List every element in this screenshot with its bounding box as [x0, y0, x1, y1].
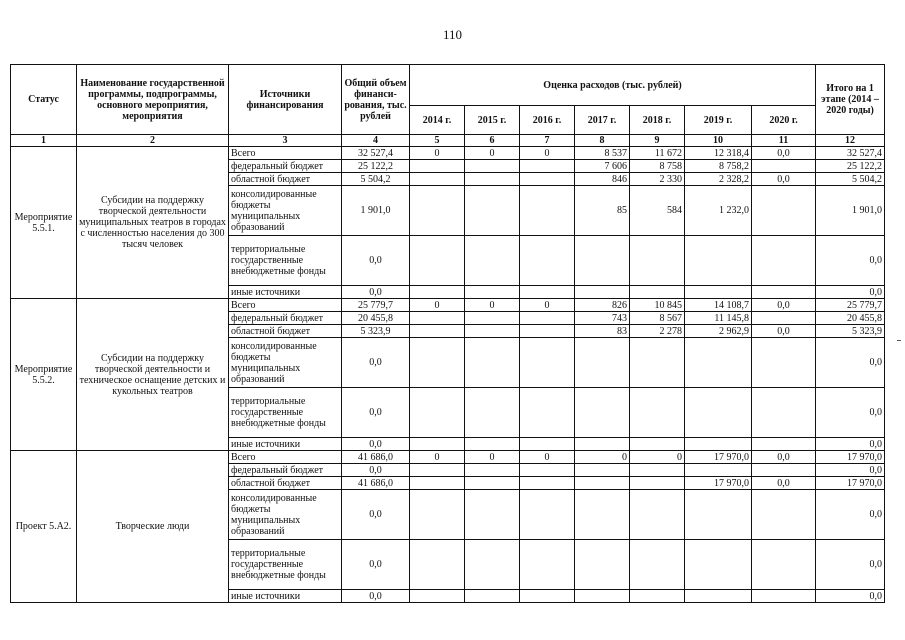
year-2015-cell — [465, 388, 520, 438]
total-volume-cell: 25 779,7 — [342, 299, 410, 312]
total-volume-cell: 0,0 — [342, 338, 410, 388]
year-2018-cell — [630, 338, 685, 388]
header-name: Наименование государственной программы, подпрограммы, основного мероприятия, мероприятия — [77, 65, 229, 135]
year-2019-cell: 11 145,8 — [685, 312, 752, 325]
year-2014-cell — [410, 388, 465, 438]
total-volume-cell: 41 686,0 — [342, 477, 410, 490]
source-cell: иные источники — [229, 438, 342, 451]
year-2016-cell — [520, 236, 575, 286]
year-2015-cell: 0 — [465, 451, 520, 464]
year-2015-cell — [465, 186, 520, 236]
year-2015-cell — [465, 464, 520, 477]
year-2015-cell — [465, 540, 520, 590]
year-2020-cell: 0,0 — [752, 299, 816, 312]
stage-total-cell: 0,0 — [816, 286, 885, 299]
stage-total-cell: 25 779,7 — [816, 299, 885, 312]
year-2018-cell — [630, 540, 685, 590]
year-2014-cell — [410, 464, 465, 477]
year-2020-cell — [752, 540, 816, 590]
year-2019-cell — [685, 388, 752, 438]
year-2018-cell: 11 672 — [630, 147, 685, 160]
year-2019-cell: 17 970,0 — [685, 477, 752, 490]
header-stage-total: Итого на 1 этапе (2014 – 2020 годы) — [816, 65, 885, 135]
year-2014-cell: 0 — [410, 451, 465, 464]
year-2019-cell — [685, 540, 752, 590]
year-2016-cell — [520, 438, 575, 451]
year-2017-cell — [575, 540, 630, 590]
header-year: 2019 г. — [685, 106, 752, 135]
total-volume-cell: 0,0 — [342, 438, 410, 451]
status-cell: Мероприятие 5.5.1. — [11, 147, 77, 299]
source-cell: иные источники — [229, 590, 342, 603]
column-number: 7 — [520, 135, 575, 147]
total-volume-cell: 0,0 — [342, 490, 410, 540]
stage-total-cell: 25 122,2 — [816, 160, 885, 173]
total-volume-cell: 0,0 — [342, 286, 410, 299]
year-2020-cell: 0,0 — [752, 173, 816, 186]
year-2016-cell — [520, 590, 575, 603]
source-cell: территориальные государственные внебюджетные фонды — [229, 388, 342, 438]
measure-name-cell: Субсидии на поддержку творческой деятельности муниципальных театров в городах с численностью населения до 300 тысяч человек — [77, 147, 229, 299]
year-2020-cell: 0,0 — [752, 325, 816, 338]
year-2015-cell — [465, 312, 520, 325]
year-2019-cell — [685, 338, 752, 388]
stage-total-cell: 17 970,0 — [816, 477, 885, 490]
year-2018-cell — [630, 388, 685, 438]
source-cell: консолидированные бюджеты муниципальных образований — [229, 490, 342, 540]
header-year: 2016 г. — [520, 106, 575, 135]
total-volume-cell: 20 455,8 — [342, 312, 410, 325]
year-2020-cell — [752, 438, 816, 451]
year-2018-cell — [630, 236, 685, 286]
column-number: 11 — [752, 135, 816, 147]
table-row — [11, 451, 885, 464]
year-2019-cell — [685, 286, 752, 299]
column-number: 6 — [465, 135, 520, 147]
year-2015-cell — [465, 286, 520, 299]
year-2017-cell — [575, 338, 630, 388]
year-2014-cell — [410, 325, 465, 338]
year-2020-cell — [752, 186, 816, 236]
year-2015-cell — [465, 590, 520, 603]
year-2015-cell — [465, 173, 520, 186]
year-2017-cell — [575, 490, 630, 540]
year-2018-cell: 2 330 — [630, 173, 685, 186]
year-2019-cell — [685, 590, 752, 603]
year-2016-cell — [520, 477, 575, 490]
year-2015-cell — [465, 338, 520, 388]
source-cell: Всего — [229, 147, 342, 160]
year-2014-cell — [410, 236, 465, 286]
year-2019-cell: 2 962,9 — [685, 325, 752, 338]
table-body — [11, 147, 885, 603]
year-2020-cell — [752, 286, 816, 299]
column-number: 9 — [630, 135, 685, 147]
year-2016-cell — [520, 325, 575, 338]
table-header — [11, 65, 885, 147]
source-cell: территориальные государственные внебюджетные фонды — [229, 236, 342, 286]
header-year: 2014 г. — [410, 106, 465, 135]
year-2017-cell: 743 — [575, 312, 630, 325]
year-2020-cell: 0,0 — [752, 451, 816, 464]
year-2018-cell — [630, 286, 685, 299]
stage-total-cell: 0,0 — [816, 540, 885, 590]
total-volume-cell: 5 504,2 — [342, 173, 410, 186]
year-2017-cell — [575, 464, 630, 477]
year-2018-cell: 0 — [630, 451, 685, 464]
total-volume-cell: 25 122,2 — [342, 160, 410, 173]
stage-total-cell: 0,0 — [816, 438, 885, 451]
year-2019-cell: 14 108,7 — [685, 299, 752, 312]
year-2018-cell: 584 — [630, 186, 685, 236]
year-2018-cell — [630, 590, 685, 603]
year-2016-cell: 0 — [520, 147, 575, 160]
total-volume-cell: 5 323,9 — [342, 325, 410, 338]
year-2016-cell — [520, 173, 575, 186]
scan-mark — [897, 340, 901, 341]
source-cell: федеральный бюджет — [229, 312, 342, 325]
year-2020-cell — [752, 490, 816, 540]
stage-total-cell: 0,0 — [816, 236, 885, 286]
column-number: 2 — [77, 135, 229, 147]
header-year: 2017 г. — [575, 106, 630, 135]
year-2018-cell — [630, 464, 685, 477]
source-cell: иные источники — [229, 286, 342, 299]
year-2015-cell — [465, 160, 520, 173]
measure-name-cell: Творческие люди — [77, 451, 229, 603]
year-2020-cell — [752, 160, 816, 173]
year-2018-cell: 10 845 — [630, 299, 685, 312]
year-2016-cell — [520, 540, 575, 590]
source-cell: федеральный бюджет — [229, 160, 342, 173]
year-2018-cell — [630, 477, 685, 490]
column-number: 1 — [11, 135, 77, 147]
source-cell: Всего — [229, 299, 342, 312]
total-volume-cell: 0,0 — [342, 464, 410, 477]
stage-total-cell: 32 527,4 — [816, 147, 885, 160]
year-2017-cell: 85 — [575, 186, 630, 236]
year-2018-cell — [630, 490, 685, 540]
year-2020-cell — [752, 464, 816, 477]
year-2015-cell: 0 — [465, 147, 520, 160]
year-2016-cell — [520, 338, 575, 388]
stage-total-cell: 0,0 — [816, 338, 885, 388]
source-cell: консолидированные бюджеты муниципальных образований — [229, 338, 342, 388]
header-status: Статус — [11, 65, 77, 135]
year-2016-cell — [520, 490, 575, 540]
year-2015-cell — [465, 325, 520, 338]
source-cell: консолидированные бюджеты муниципальных образований — [229, 186, 342, 236]
stage-total-cell: 17 970,0 — [816, 451, 885, 464]
year-2014-cell — [410, 438, 465, 451]
year-2020-cell — [752, 236, 816, 286]
year-2018-cell: 8 758 — [630, 160, 685, 173]
year-2015-cell — [465, 490, 520, 540]
page-number: 110 — [442, 27, 463, 42]
stage-total-cell: 20 455,8 — [816, 312, 885, 325]
year-2014-cell — [410, 186, 465, 236]
year-2019-cell: 17 970,0 — [685, 451, 752, 464]
year-2014-cell — [410, 286, 465, 299]
year-2017-cell: 846 — [575, 173, 630, 186]
year-2016-cell: 0 — [520, 451, 575, 464]
header-year: 2015 г. — [465, 106, 520, 135]
year-2016-cell — [520, 464, 575, 477]
year-2017-cell: 7 606 — [575, 160, 630, 173]
header-year: 2018 г. — [630, 106, 685, 135]
year-2020-cell: 0,0 — [752, 477, 816, 490]
source-cell: федеральный бюджет — [229, 464, 342, 477]
column-number: 12 — [816, 135, 885, 147]
stage-total-cell: 5 504,2 — [816, 173, 885, 186]
year-2019-cell — [685, 236, 752, 286]
source-cell: территориальные государственные внебюджетные фонды — [229, 540, 342, 590]
year-2017-cell — [575, 477, 630, 490]
source-cell: Всего — [229, 451, 342, 464]
year-2015-cell — [465, 477, 520, 490]
source-cell: областной бюджет — [229, 173, 342, 186]
year-2017-cell: 0 — [575, 451, 630, 464]
table-row — [11, 299, 885, 312]
year-2018-cell: 2 278 — [630, 325, 685, 338]
column-number: 3 — [229, 135, 342, 147]
measure-name-cell: Субсидии на поддержку творческой деятельности и техническое оснащение детских и кукольных театров — [77, 299, 229, 451]
total-volume-cell: 0,0 — [342, 590, 410, 603]
year-2020-cell — [752, 338, 816, 388]
total-volume-cell: 1 901,0 — [342, 186, 410, 236]
year-2019-cell: 12 318,4 — [685, 147, 752, 160]
year-2016-cell — [520, 186, 575, 236]
stage-total-cell: 0,0 — [816, 464, 885, 477]
year-2019-cell: 8 758,2 — [685, 160, 752, 173]
header-year: 2020 г. — [752, 106, 816, 135]
year-2015-cell — [465, 438, 520, 451]
column-number: 8 — [575, 135, 630, 147]
source-cell: областной бюджет — [229, 325, 342, 338]
total-volume-cell: 0,0 — [342, 540, 410, 590]
year-2016-cell — [520, 388, 575, 438]
year-2017-cell — [575, 388, 630, 438]
year-2017-cell — [575, 286, 630, 299]
year-2017-cell — [575, 236, 630, 286]
year-2014-cell — [410, 477, 465, 490]
year-2016-cell: 0 — [520, 299, 575, 312]
year-2017-cell: 8 537 — [575, 147, 630, 160]
header-total-volume: Общий объем финанси-рования, тыс. рублей — [342, 65, 410, 135]
year-2017-cell: 83 — [575, 325, 630, 338]
total-volume-cell: 0,0 — [342, 388, 410, 438]
year-2014-cell — [410, 312, 465, 325]
year-2020-cell: 0,0 — [752, 147, 816, 160]
budget-table — [10, 64, 885, 603]
year-2014-cell: 0 — [410, 299, 465, 312]
year-2017-cell — [575, 590, 630, 603]
year-2016-cell — [520, 312, 575, 325]
column-number: 10 — [685, 135, 752, 147]
column-number: 4 — [342, 135, 410, 147]
year-2016-cell — [520, 160, 575, 173]
year-2014-cell — [410, 160, 465, 173]
year-2019-cell: 2 328,2 — [685, 173, 752, 186]
year-2014-cell — [410, 173, 465, 186]
year-2019-cell: 1 232,0 — [685, 186, 752, 236]
stage-total-cell: 0,0 — [816, 490, 885, 540]
stage-total-cell: 0,0 — [816, 590, 885, 603]
header-sources: Источники финансирования — [229, 65, 342, 135]
year-2020-cell — [752, 590, 816, 603]
year-2020-cell — [752, 388, 816, 438]
total-volume-cell: 32 527,4 — [342, 147, 410, 160]
year-2018-cell: 8 567 — [630, 312, 685, 325]
source-cell: областной бюджет — [229, 477, 342, 490]
year-2014-cell — [410, 338, 465, 388]
year-2019-cell — [685, 464, 752, 477]
year-2014-cell — [410, 540, 465, 590]
year-2015-cell — [465, 236, 520, 286]
year-2020-cell — [752, 312, 816, 325]
stage-total-cell: 5 323,9 — [816, 325, 885, 338]
column-number: 5 — [410, 135, 465, 147]
year-2015-cell: 0 — [465, 299, 520, 312]
year-2017-cell: 826 — [575, 299, 630, 312]
year-2018-cell — [630, 438, 685, 451]
year-2019-cell — [685, 438, 752, 451]
status-cell: Мероприятие 5.5.2. — [11, 299, 77, 451]
year-2016-cell — [520, 286, 575, 299]
table-row — [11, 147, 885, 160]
year-2014-cell: 0 — [410, 147, 465, 160]
year-2014-cell — [410, 490, 465, 540]
header-estimate: Оценка расходов (тыс. рублей) — [410, 65, 816, 106]
status-cell: Проект 5.А2. — [11, 451, 77, 603]
stage-total-cell: 0,0 — [816, 388, 885, 438]
total-volume-cell: 0,0 — [342, 236, 410, 286]
year-2014-cell — [410, 590, 465, 603]
year-2019-cell — [685, 490, 752, 540]
year-2017-cell — [575, 438, 630, 451]
stage-total-cell: 1 901,0 — [816, 186, 885, 236]
total-volume-cell: 41 686,0 — [342, 451, 410, 464]
